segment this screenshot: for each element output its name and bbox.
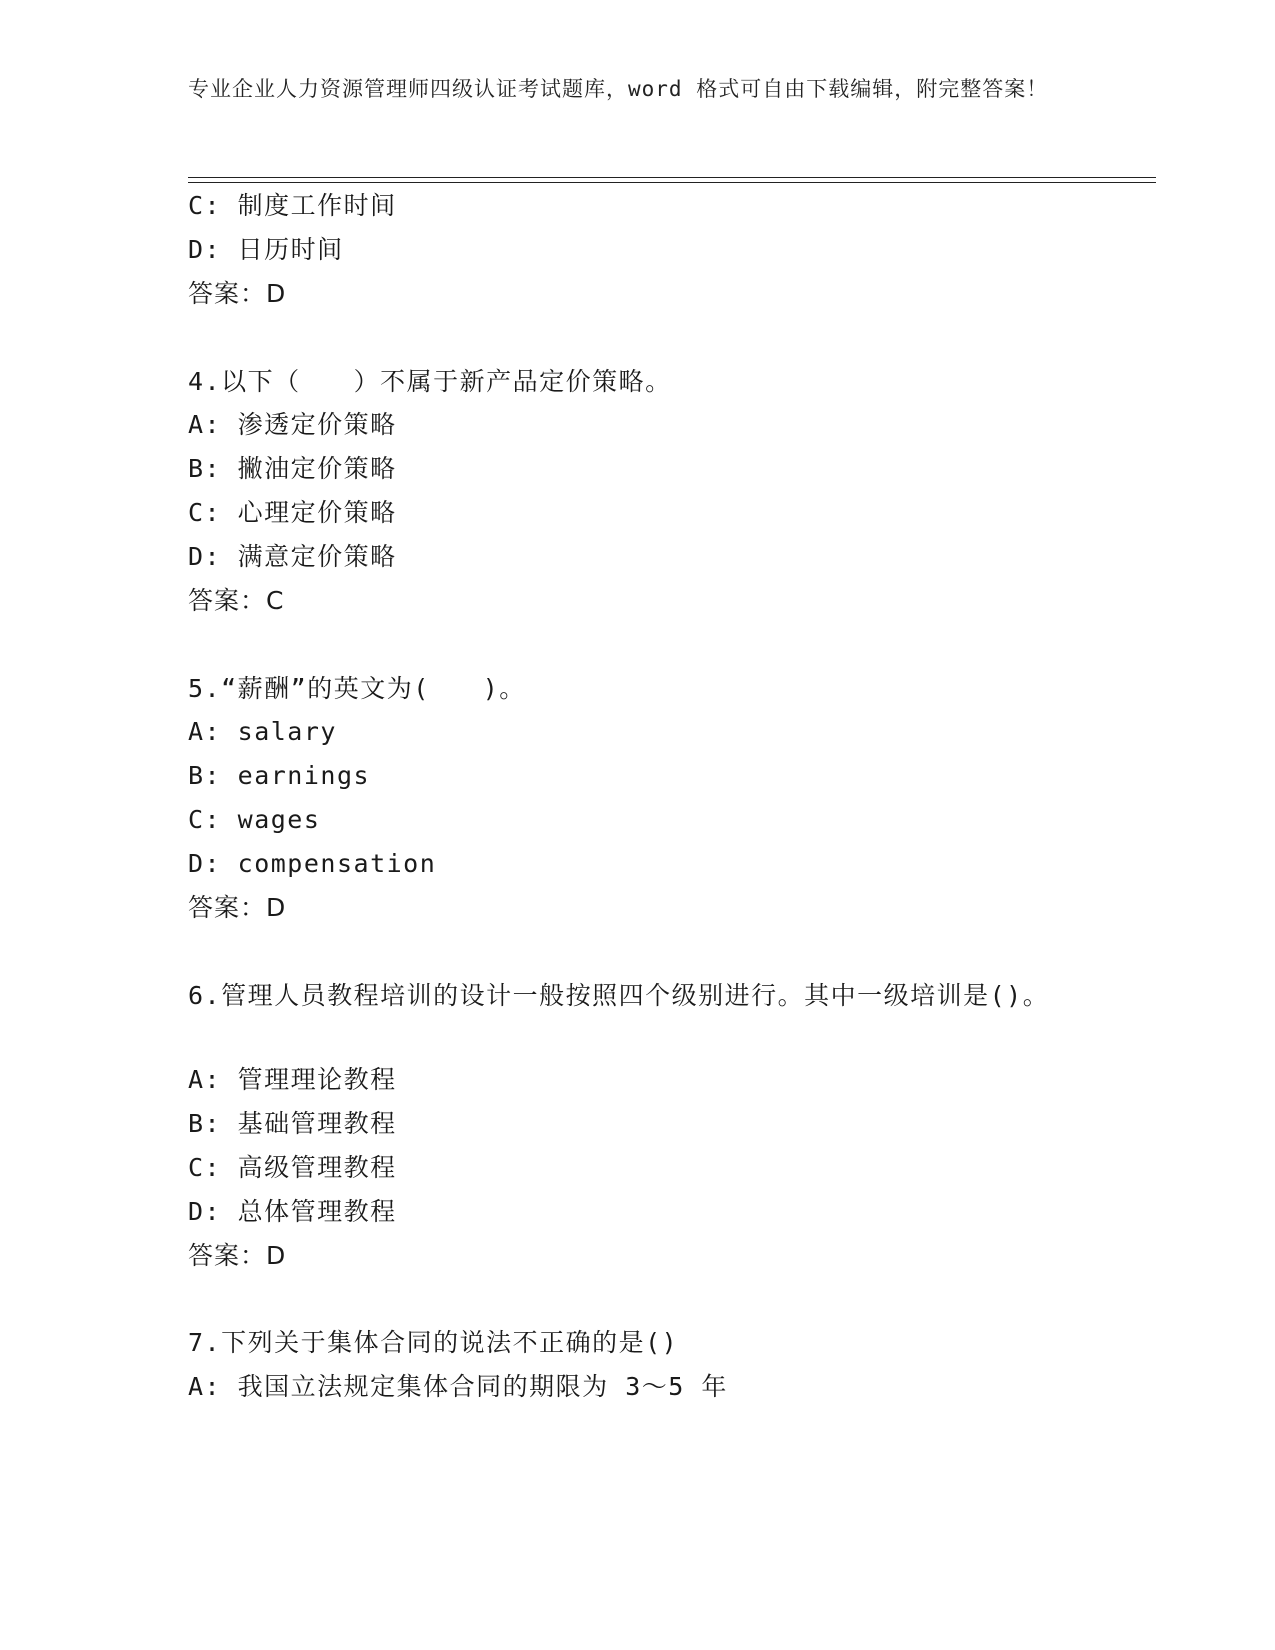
q6-answer: 答案：D <box>188 1241 287 1270</box>
q7-option-a: A: 我国立法规定集体合同的期限为 3～5 年 <box>188 1372 728 1401</box>
q5-option-d: D: compensation <box>188 849 437 878</box>
q3-option-d: D: 日历时间 <box>188 235 344 264</box>
q4-stem: 4.以下（ ）不属于新产品定价策略。 <box>188 367 672 396</box>
q5-option-c: C: wages <box>188 805 321 834</box>
q5-answer: 答案：D <box>188 893 287 922</box>
header-rule-bottom <box>188 182 1156 183</box>
q6-option-a: A: 管理理论教程 <box>188 1065 397 1094</box>
q3-option-c: C: 制度工作时间 <box>188 191 397 220</box>
q4-option-d: D: 满意定价策略 <box>188 542 397 571</box>
q4-option-c: C: 心理定价策略 <box>188 498 397 527</box>
q5-option-a: A: salary <box>188 717 337 746</box>
q4-answer: 答案：C <box>188 586 285 615</box>
q5-stem: 5.“薪酬”的英文为( )。 <box>188 674 526 703</box>
q6-option-b: B: 基础管理教程 <box>188 1109 397 1138</box>
document-header: 专业企业人力资源管理师四级认证考试题库，word 格式可自由下载编辑，附完整答案！ <box>188 77 1049 101</box>
q7-stem: 7.下列关于集体合同的说法不正确的是() <box>188 1328 679 1357</box>
header-rule-top <box>188 177 1156 178</box>
q4-option-b: B: 撇油定价策略 <box>188 454 397 483</box>
q6-option-c: C: 高级管理教程 <box>188 1153 397 1182</box>
q3-answer: 答案：D <box>188 279 287 308</box>
q4-option-a: A: 渗透定价策略 <box>188 410 397 439</box>
q5-option-b: B: earnings <box>188 761 371 790</box>
q6-option-d: D: 总体管理教程 <box>188 1197 397 1226</box>
q6-stem: 6.管理人员教程培训的设计一般按照四个级别进行。其中一级培训是()。 <box>188 981 1050 1010</box>
